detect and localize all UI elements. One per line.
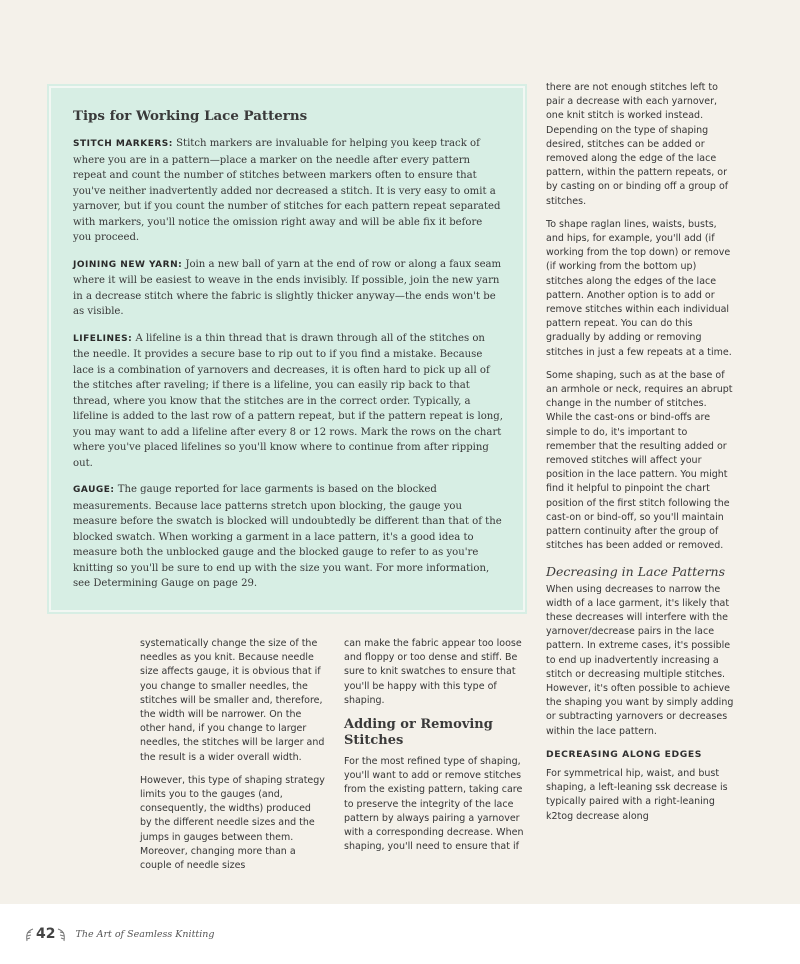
body-paragraph: For the most refined type of shaping, you'll want to add or remove stitches from the existing pattern, taking care to preserve the integrity of the lace pattern by always pairing a yarnover with a corresponding decrease. When shaping, you'll need to ensure that if (344, 756, 524, 853)
body-paragraph: systematically change the size of the needles as you knit. Because needle size affects gauge, it is obvious that if you change to smaller needles, the stitches will be smaller and, therefore, the width will be narrower. On the other hand, if you change to larger needles, the stitches will be larger and the result is a wider overall width. (140, 638, 325, 763)
leaf-left-icon (24, 927, 34, 941)
tip-text: A lifeline is a thin thread that is drawn through all of the stitches on the needle. It provides a secure base to rip out to if you find a mistake. Because lace is a combination of yarnovers and decreases, it is often hard to pick up all of the stitches after raveling; if there is a lifeline, you can easily rip back to that thread, where you know that the stitches are in the correct order. Typically, a lifeline is added to the last row of a pattern repeat, but if the pattern repeat is long, you may want to add a lifeline after every 8 or 12 rows. Mark the rows on the chart where you've placed lifelines so you'll know where to continue from after ripping out. (73, 332, 503, 469)
body-column-right (546, 81, 736, 833)
body-paragraph: can make the fabric appear too loose and floppy or too dense and stiff. Be sure to knit swatches to ensure that you'll be happy with this type of shaping. (344, 638, 522, 706)
tip-label: LIFELINES: (73, 333, 133, 344)
body-paragraph: there are not enough stitches left to pair a decrease with each yarnover, one knit stitch is worked instead. Depending on the type of shaping desired, stitches can be added or removed along the edge of the lace pattern, within the pattern repeats, or by casting on or binding off a group of stitches. (546, 82, 729, 207)
body-paragraph: When using decreases to narrow the width of a lace garment, it's likely that these decreases will interfere with the yarnover/decrease pairs in the lace pattern. In extreme cases, it's possible to end up inadvertently increasing a stitch or decreasing multiple stitches. However, it's often possible to achieve the shaping you want by simply adding or subtracting yarnovers or decreases within the lace pattern. (546, 583, 734, 737)
sidebar-title: Tips for Working Lace Patterns (73, 108, 308, 124)
tip-label: GAUGE: (73, 485, 115, 495)
tip-label: JOINING NEW YARN: (73, 259, 183, 270)
leaf-right-icon (57, 927, 67, 941)
body-paragraph: However, this type of shaping strategy limits you to the gauges (and, consequently, the widths) produced by the different needle sizes and the jumps in gauges between them. Moreover, changing more than a couple of needle sizes (140, 774, 325, 872)
tip-text: The gauge reported for lace garments is based on the blocked measurements. Because lace patterns stretch upon blocking, the gauge you measure before the swatch is blocked will undoubtedly be different than that of the blocked swatch. When working a garment in a lace pattern, it's a good idea to measure both the unblocked gauge and the blocked gauge to refer to as you're knitting so you'll be sure to end up with the size you want. For more information, see Determining Gauge on page 29. (73, 484, 502, 589)
tip-label: STITCH MARKERS: (73, 139, 173, 149)
tip-stitch-markers (73, 136, 503, 246)
page-number: 42 (36, 926, 56, 942)
tip-joining-new-yarn (73, 257, 503, 320)
tips-sidebar-inner (49, 86, 525, 612)
body-paragraph: To shape raglan lines, waists, busts, and hips, for example, you'll add (if working from the top down) or remove (if working from the bottom up) stitches along the edges of the lace pattern. Another option is to add or remove stitches within each individual pattern repeat. You can do this gradually by adding or removing stitches in just a few repeats at a time. (546, 218, 732, 358)
page-footer (0, 904, 800, 964)
body-column-left (140, 637, 325, 882)
section-heading-adding-removing: Adding or Removing Stitches (344, 717, 493, 749)
section-heading-decreasing: Decreasing in Lace Patterns (546, 563, 726, 579)
tip-text: Join a new ball of yarn at the end of row or along a faux seam where it will be easiest to weave in the ends invisibly. If possible, join the new yarn in a decrease stitch where the fabric is slightly thicker anyway—the ends won't be as visible. (73, 258, 502, 317)
tips-sidebar (47, 84, 527, 614)
tip-text: Stitch markers are invaluable for helping you keep track of where you are in a pattern—place a marker on the needle after every pattern repeat and count the number of stitches between markers often to ensure that you've neither inadvertently added nor decreased a stitch. It is very easy to omit a yarnover, but if you count the number of stitches for each pattern repeat separated with markers, you'll notice the omission right away and will be able fix it before you proceed. (73, 138, 501, 243)
body-paragraph: For symmetrical hip, waist, and bust shaping, a left-leaning ssk decrease is typically paired with a right-leaning k2tog decrease along (546, 767, 728, 822)
book-title: The Art of Seamless Knitting (75, 928, 215, 940)
folio (24, 926, 214, 942)
subsection-heading-edges: DECREASING ALONG EDGES (546, 748, 702, 760)
body-column-middle (344, 637, 529, 863)
tip-gauge (73, 482, 503, 592)
tip-lifelines (73, 331, 503, 472)
body-paragraph: Some shaping, such as at the base of an armhole or neck, requires an abrupt change in the number of stitches. While the cast-ons or bind-offs are simple to do, it's important to remember that the resulting added or removed stitches will affect your position in the lace pattern. You might find it helpful to pinpoint the chart position of the first stitch following the cast-on or bind-off, so you'll maintain pattern continuity after the group of stitches has been added or removed. (546, 369, 733, 552)
